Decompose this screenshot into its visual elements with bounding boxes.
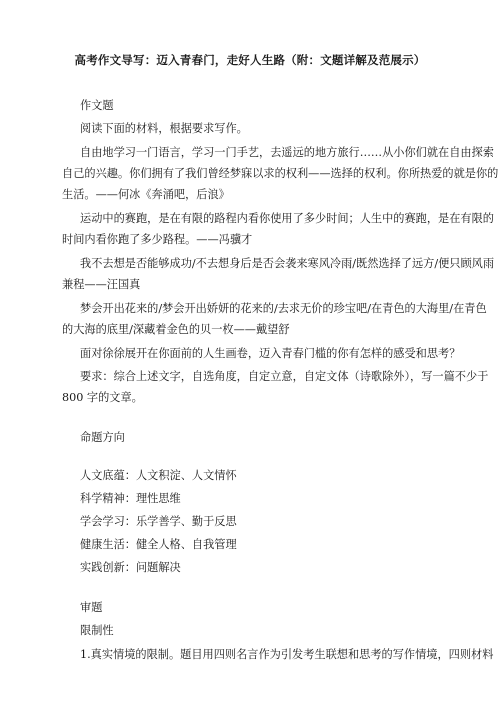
requirement-line-2: 800 字的文章。: [62, 391, 143, 404]
limit-item-1: 1.真实情境的限制。题目用四则名言作为引发考生联想和思考的写作情境，四则材料: [80, 648, 494, 661]
requirement-line-1: 要求：综合上述文字，自选角度，自定立意，自定文体（诗歌除外），写一篇不少于: [80, 370, 489, 383]
direction-item-1: 人文底蕴：人文积淀、人文情怀: [80, 469, 237, 482]
material-3-line-2: 兼程——汪国真: [62, 278, 141, 291]
direction-item-5: 实践创新：问题解决: [80, 561, 181, 574]
material-4-line-1: 梦会开出花来的/梦会开出娇妍的花来的/去求无价的珍宝吧/在青色的大海里/在青色: [80, 302, 487, 315]
direction-item-4: 健康生活：健全人格、自我管理: [80, 538, 237, 551]
material-1-line-2: 自己的兴趣。你们拥有了我们曾经梦寐以求的权利——选择的权利。你所热爱的就是你的: [62, 167, 499, 180]
material-3-line-1: 我不去想是否能够成功/不去想身后是否会袭来寒风冷雨/既然选择了远方/便只顾风雨: [80, 257, 495, 270]
prompt-heading: 作文题: [80, 99, 114, 112]
material-1-line-3: 生活。——何冰《奔涌吧，后浪》: [62, 188, 230, 201]
limit-heading: 限制性: [80, 624, 114, 637]
direction-item-2: 科学精神：理性思维: [80, 492, 181, 505]
material-4-line-2: 的大海的底里/深藏着金色的贝一枚——戴望舒: [62, 323, 290, 336]
direction-heading: 命题方向: [80, 431, 125, 444]
instruction-text: 阅读下面的材料，根据要求写作。: [80, 122, 248, 135]
material-1-line-1: 自由地学习一门语言，学习一门手艺，去遥远的地方旅行……从小你们就在自由探索: [80, 146, 494, 159]
material-2-line-1: 运动中的赛跑，是在有限的路程内看你使用了多少时间；人生中的赛跑，是在有限的: [80, 212, 494, 225]
direction-item-3: 学会学习：乐学善学、勤于反思: [80, 515, 237, 528]
review-heading: 审题: [80, 601, 103, 614]
document-title: 高考作文导写：迈入青春门，走好人生路（附：文题详解及范展示）: [74, 53, 426, 67]
material-2-line-2: 时间内看你跑了多少路程。——冯骥才: [62, 233, 253, 246]
question-text: 面对徐徐展开在你面前的人生画卷，迈入青春门槛的你有怎样的感受和思考？: [80, 347, 461, 360]
